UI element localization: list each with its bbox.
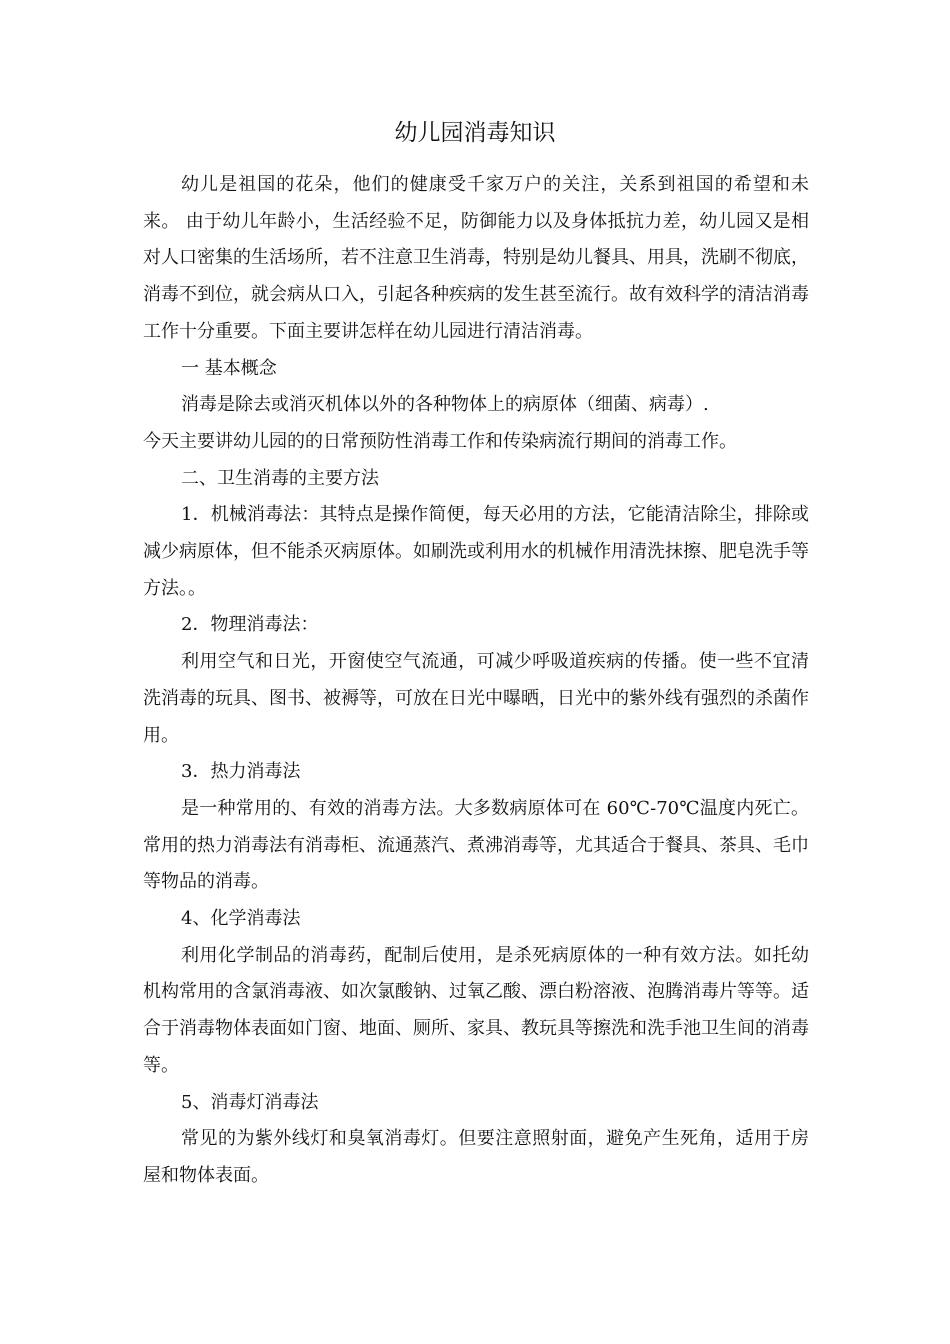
section-heading-methods: 二、卫生消毒的主要方法 (181, 467, 379, 489)
method-physical-heading: 2．物理消毒法： (181, 614, 319, 636)
method-mechanical-paragraph: 1．机械消毒法：其特点是操作简便，每天必用的方法，它能清洁除尘，排除或减少病原体，但不能杀灭病原体。如刷洗或利用水的机械作用清洗抹擦、肥皂洗手等方法。。 (143, 504, 809, 599)
document-body (143, 167, 809, 1195)
document-title: 幼儿园消毒知识 (394, 120, 556, 146)
method-thermal-paragraph: 是一种常用的、有效的消毒方法。大多数病原体可在 60℃-70℃温度内死亡。常用的热力消毒法有消毒柜、流通蒸汽、煮沸消毒等，尤其适合于餐具、茶具、毛巾等物品的消毒。 (143, 797, 809, 893)
scope-paragraph: 今天主要讲幼儿园的的日常预防性消毒工作和传染病流行期间的消毒工作。 (143, 430, 737, 452)
method-lamp-heading: 5、消毒灯消毒法 (181, 1091, 319, 1113)
method-physical-paragraph: 利用空气和日光，开窗使空气流通，可减少呼吸道疾病的传播。使一些不宜清洗消毒的玩具、图书、被褥等，可放在日光中曝晒，日光中的紫外线有强烈的杀菌作用。 (143, 651, 809, 746)
method-lamp-paragraph: 常见的为紫外线灯和臭氧消毒灯。但要注意照射面，避免产生死角，适用于房屋和物体表面。 (143, 1128, 809, 1186)
intro-paragraph: 幼儿是祖国的花朵，他们的健康受千家万户的关注，关系到祖国的希望和未来。 由于幼儿年龄小，生活经验不足，防御能力以及身体抵抗力差，幼儿园又是相对人口密集的生活场所，若不注意卫生消毒，特别是幼儿餐具、用具，洗刷不彻底，消毒不到位，就会病从口入，引起各种疾病的发生甚至流行。故有效科学的清洁消毒工作十分重要。下面主要讲怎样在幼儿园进行清洁消毒。 (143, 174, 809, 342)
method-chemical-paragraph: 利用化学制品的消毒药，配制后使用，是杀死病原体的一种有效方法。如托幼机构常用的含氯消毒液、如次氯酸钠、过氧乙酸、漂白粉溶液、泡腾消毒片等等。适合于消毒物体表面如门窗、地面、厕所、家具、教玩具等擦洗和洗手池卫生间的消毒等。 (143, 944, 809, 1076)
section-heading-basic-concepts: 一 基本概念 (181, 357, 277, 379)
method-thermal-heading: 3．热力消毒法 (181, 761, 301, 783)
method-chemical-heading: 4、化学消毒法 (181, 908, 301, 930)
definition-paragraph: 消毒是除去或消灭机体以外的各种物体上的病原体（细菌、病毒）. (181, 394, 709, 416)
